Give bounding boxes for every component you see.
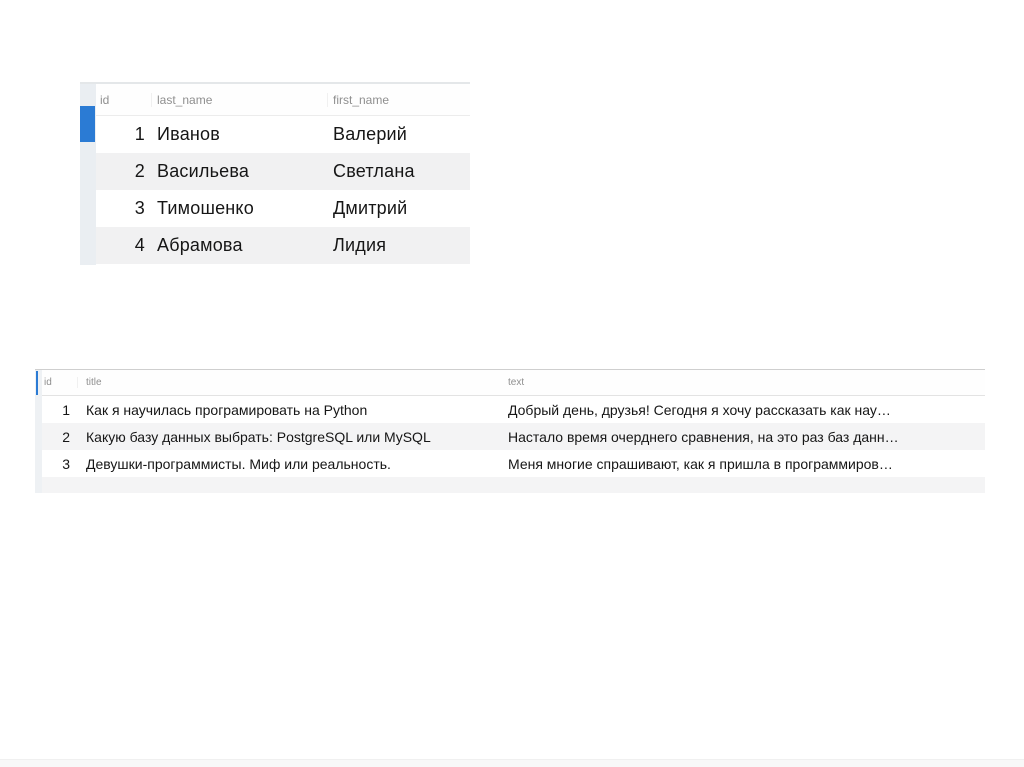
column-header-id[interactable]: id xyxy=(96,93,152,107)
cell-id[interactable]: 4 xyxy=(134,235,145,255)
table-row[interactable] xyxy=(42,396,985,423)
users-table-grid xyxy=(96,84,470,265)
cell-last-name[interactable]: Васильева xyxy=(157,161,250,181)
cell-last-name[interactable]: Тимошенко xyxy=(157,198,254,218)
cell-id[interactable]: 2 xyxy=(62,428,70,445)
empty-row-stripe xyxy=(42,477,985,493)
cell-id[interactable]: 2 xyxy=(134,161,145,181)
cell-first-name[interactable]: Валерий xyxy=(333,124,408,144)
table-row[interactable] xyxy=(96,116,470,153)
column-header-text[interactable]: text xyxy=(508,377,525,388)
cell-text[interactable]: Меня многие спрашивают, как я пришла в программиров… xyxy=(508,455,893,472)
table-row[interactable] xyxy=(42,423,985,450)
column-header-id[interactable]: id xyxy=(42,377,78,388)
users-table xyxy=(80,82,470,265)
cell-last-name[interactable]: Абрамова xyxy=(157,235,243,255)
table-row[interactable] xyxy=(96,227,470,264)
column-header-first-name[interactable]: first_name xyxy=(333,92,390,107)
table-row[interactable] xyxy=(96,153,470,190)
cell-id[interactable]: 3 xyxy=(134,198,145,218)
cell-id[interactable]: 1 xyxy=(62,401,70,418)
cell-id[interactable]: 3 xyxy=(62,455,70,472)
row-selection-marker xyxy=(36,371,38,395)
posts-row-gutter[interactable] xyxy=(35,370,42,493)
cell-title[interactable]: Девушки-программисты. Миф или реальность. xyxy=(86,455,391,472)
cell-last-name[interactable]: Иванов xyxy=(157,124,221,144)
row-selection-marker xyxy=(80,106,95,142)
cell-text[interactable]: Настало время очерднего сравнения, на это раз баз данн… xyxy=(508,428,899,445)
posts-table xyxy=(35,369,985,493)
column-header-last-name[interactable]: last_name xyxy=(152,93,328,107)
cell-title[interactable]: Какую базу данных выбрать: PostgreSQL или MySQL xyxy=(86,428,431,445)
table-row[interactable] xyxy=(96,190,470,227)
posts-header-row xyxy=(42,370,985,396)
cell-id[interactable]: 1 xyxy=(134,124,145,144)
cell-first-name[interactable]: Лидия xyxy=(333,235,387,255)
table-row[interactable] xyxy=(42,450,985,477)
cell-title[interactable]: Как я научилась програмировать на Python xyxy=(86,401,368,418)
cell-first-name[interactable]: Светлана xyxy=(333,161,415,181)
bottom-edge-strip xyxy=(0,759,1024,767)
column-header-title[interactable]: title xyxy=(86,377,102,388)
posts-table-grid xyxy=(42,370,985,493)
users-header-row xyxy=(96,84,470,116)
cell-first-name[interactable]: Дмитрий xyxy=(333,198,408,218)
users-row-gutter[interactable] xyxy=(80,84,96,265)
cell-text[interactable]: Добрый день, друзья! Сегодня я хочу рассказать как нау… xyxy=(508,401,891,418)
